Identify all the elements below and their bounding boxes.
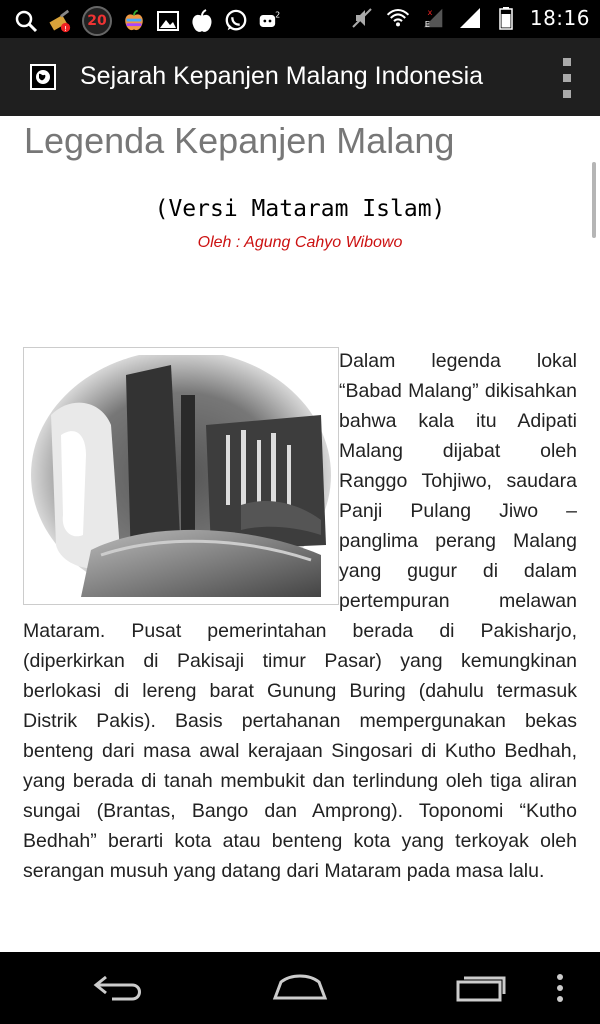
article-image[interactable] — [23, 347, 339, 605]
system-icons — [350, 6, 590, 30]
article-subtitle: (Versi Mataram Islam) — [154, 196, 446, 222]
page-title: Legenda Kepanjen Malang — [24, 120, 455, 161]
svg-text:2: 2 — [275, 10, 281, 20]
svg-text:!: ! — [64, 24, 68, 34]
globe-icon[interactable] — [30, 64, 56, 90]
article-webview[interactable] — [0, 116, 600, 952]
home-icon[interactable] — [260, 966, 340, 1010]
overflow-menu-icon[interactable] — [560, 58, 574, 98]
status-bar — [0, 0, 600, 38]
whatsapp-icon — [224, 9, 248, 33]
cleaner-broom-icon — [48, 9, 72, 33]
author-byline: Oleh : Agung Cahyo Wibowo — [197, 234, 403, 251]
scrollbar[interactable] — [592, 162, 596, 238]
menu-dot — [563, 74, 571, 82]
search-icon — [14, 9, 38, 33]
notification-icons — [14, 6, 282, 36]
article-body — [23, 346, 577, 886]
badge-20-icon: 20 — [82, 6, 112, 36]
app-title: Sejarah Kepanjen Malang Indonesia — [80, 62, 484, 90]
battery-icon — [494, 6, 518, 30]
article-paragraph: Dalam legenda lokal “Babad Malang” dikisahkan bahwa kala itu Adipati Malang dijabat oleh Ranggo Tohjiwo, saudara Panji Pulang Jiwo – panglima perang Malang yang gugur di dalam pertempuran melawan Mataram. Pusat pemerintahan berada di Pakisharjo, (diperkirkan di Pakisaji timur Pasar) yang kemungkinan berlokasi di lereng barat Gunung Buring (dahulu termasuk Distrik Pakis). Basis pertahanan mempergunakan bekas benteng dari masa awal kerajaan Singosari di Kutho Bedhah, yang berada di tanah membukit dan terlindung oleh tiga aliran sungai (Brantas, Bango dan Amprong). Toponomi “Kutho Bedhah” berarti kota atau benteng kota yang terkoyak oleh serangan musuh yang datang dari Mataram pada masa lalu. — [23, 350, 577, 882]
recent-apps-icon[interactable] — [442, 966, 522, 1010]
action-bar — [0, 38, 600, 116]
menu-dots-icon[interactable] — [530, 966, 590, 1010]
svg-text:E: E — [424, 19, 430, 30]
wifi-icon — [386, 6, 410, 30]
menu-dot — [563, 90, 571, 98]
signal-icon — [422, 6, 446, 30]
navigation-bar — [0, 952, 600, 1024]
gallery-icon — [156, 9, 180, 33]
menu-dot — [563, 58, 571, 66]
back-icon[interactable] — [80, 966, 160, 1010]
messenger-icon — [258, 9, 282, 33]
signal-icon-2 — [458, 6, 482, 30]
clock: 18:16 — [529, 6, 590, 30]
grayscale-photo-icon — [31, 355, 331, 597]
mute-icon — [350, 6, 374, 30]
svg-text:x: x — [427, 7, 433, 18]
apple-icon — [190, 9, 214, 33]
apple-color-icon — [122, 9, 146, 33]
